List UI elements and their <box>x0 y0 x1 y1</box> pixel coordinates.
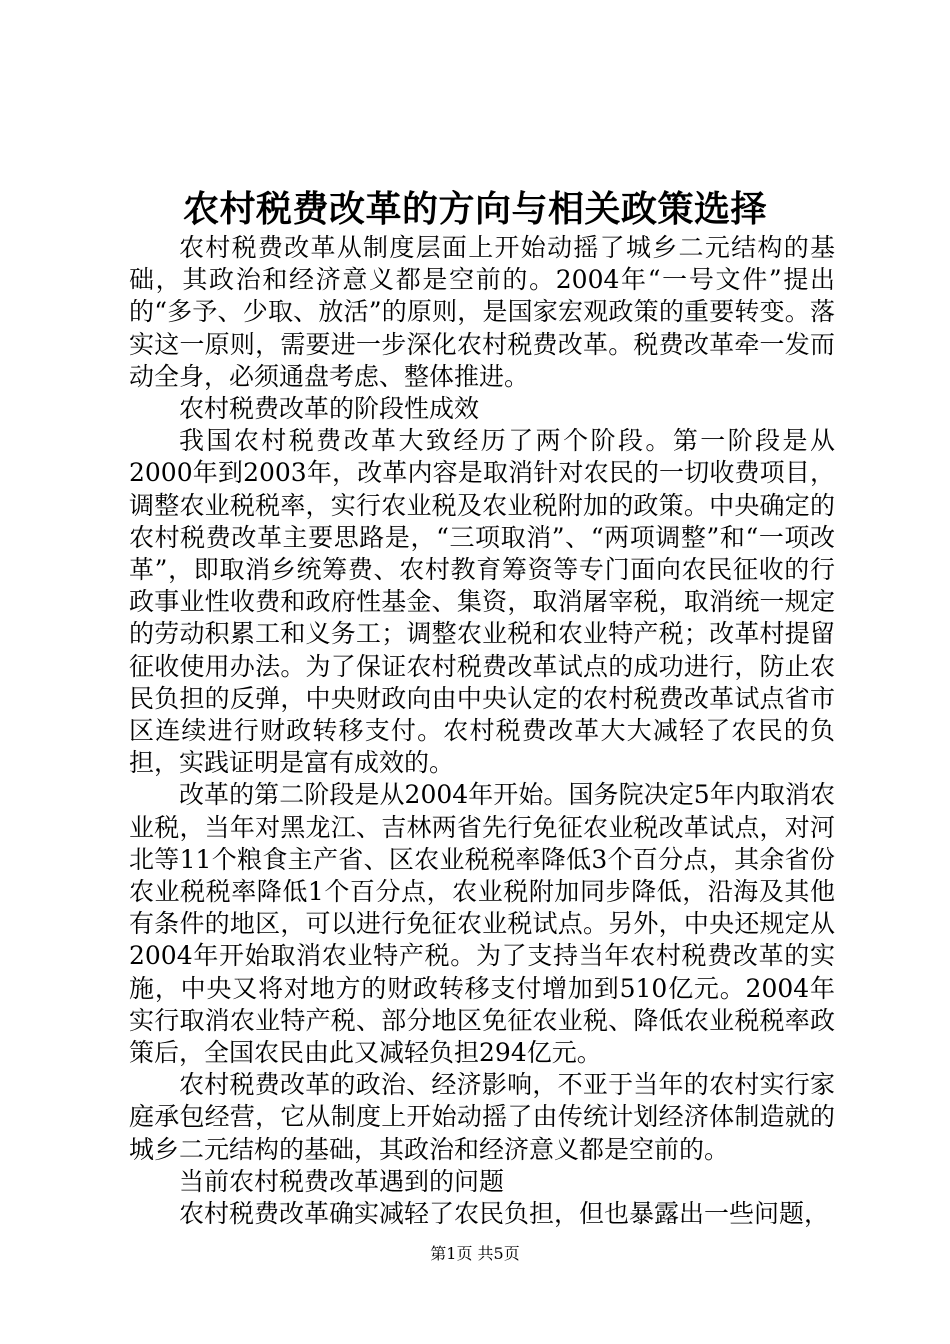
paragraph-problems: 农村税费改革确实减轻了农民负担，但也暴露出一些问题， <box>179 1199 830 1229</box>
paragraph-intro: 农村税费改革从制度层面上开始动摇了城乡二元结构的基础，其政治和经济意义都是空前的。2004年“一号文件”提出的“多予、少取、放活”的原则，是国家宏观政策的重要转变。落实这一原则，需要进一步深化农村税费改革。税费改革牵一发而动全身，必须通盘考虑、整体推进。 <box>129 233 835 391</box>
section-heading-achievements: 农村税费改革的阶段性成效 <box>179 394 480 424</box>
paragraph-stage-one: 我国农村税费改革大致经历了两个阶段。第一阶段是从2000年到2003年，改革内容是取消针对农民的一切收费项目，调整农业税税率，实行农业税及农业税附加的政策。中央确定的农村税费改革主要思路是，“三项取消”、“两项调整”和“一项改革”，即取消乡统筹费、农村教育筹资等专门面向农民征收的行政事业性收费和政府性基金、集资，取消屠宰税，取消统一规定的劳动积累工和义务工；调整农业税和农业特产税；改革村提留征收使用办法。为了保证农村税费改革试点的成功进行，防止农民负担的反弹，中央财政向由中央认定的农村税费改革试点省市区连续进行财政转移支付。农村税费改革大大减轻了农民的负担，实践证明是富有成效的。 <box>129 426 835 778</box>
document-body <box>129 232 835 1230</box>
section-heading-problems: 当前农村税费改革遇到的问题 <box>179 1166 505 1196</box>
paragraph-stage-two: 改革的第二阶段是从2004年开始。国务院决定5年内取消农业税，当年对黑龙江、吉林两省先行免征农业税改革试点，对河北等11个粮食主产省、区农业税税率降低3个百分点，其余省份农业税税率降低1个百分点，农业税附加同步降低，沿海及其他有条件的地区，可以进行免征农业税试点。另外，中央还规定从2004年开始取消农业特产税。为了支持当年农村税费改革的实施，中央又将对地方的财政转移支付增加到510亿元。2004年实行取消农业特产税、部分地区免征农业税、降低农业税税率政策后，全国农民由此又减轻负担294亿元。 <box>129 780 835 1068</box>
paragraph-impact: 农村税费改革的政治、经济影响，不亚于当年的农村实行家庭承包经营，它从制度上开始动摇了由传统计划经济体制造就的城乡二元结构的基础，其政治和经济意义都是空前的。 <box>129 1070 835 1164</box>
document-title: 农村税费改革的方向与相关政策选择 <box>182 188 767 230</box>
page-footer: 第1页 共5页 <box>430 1244 520 1263</box>
